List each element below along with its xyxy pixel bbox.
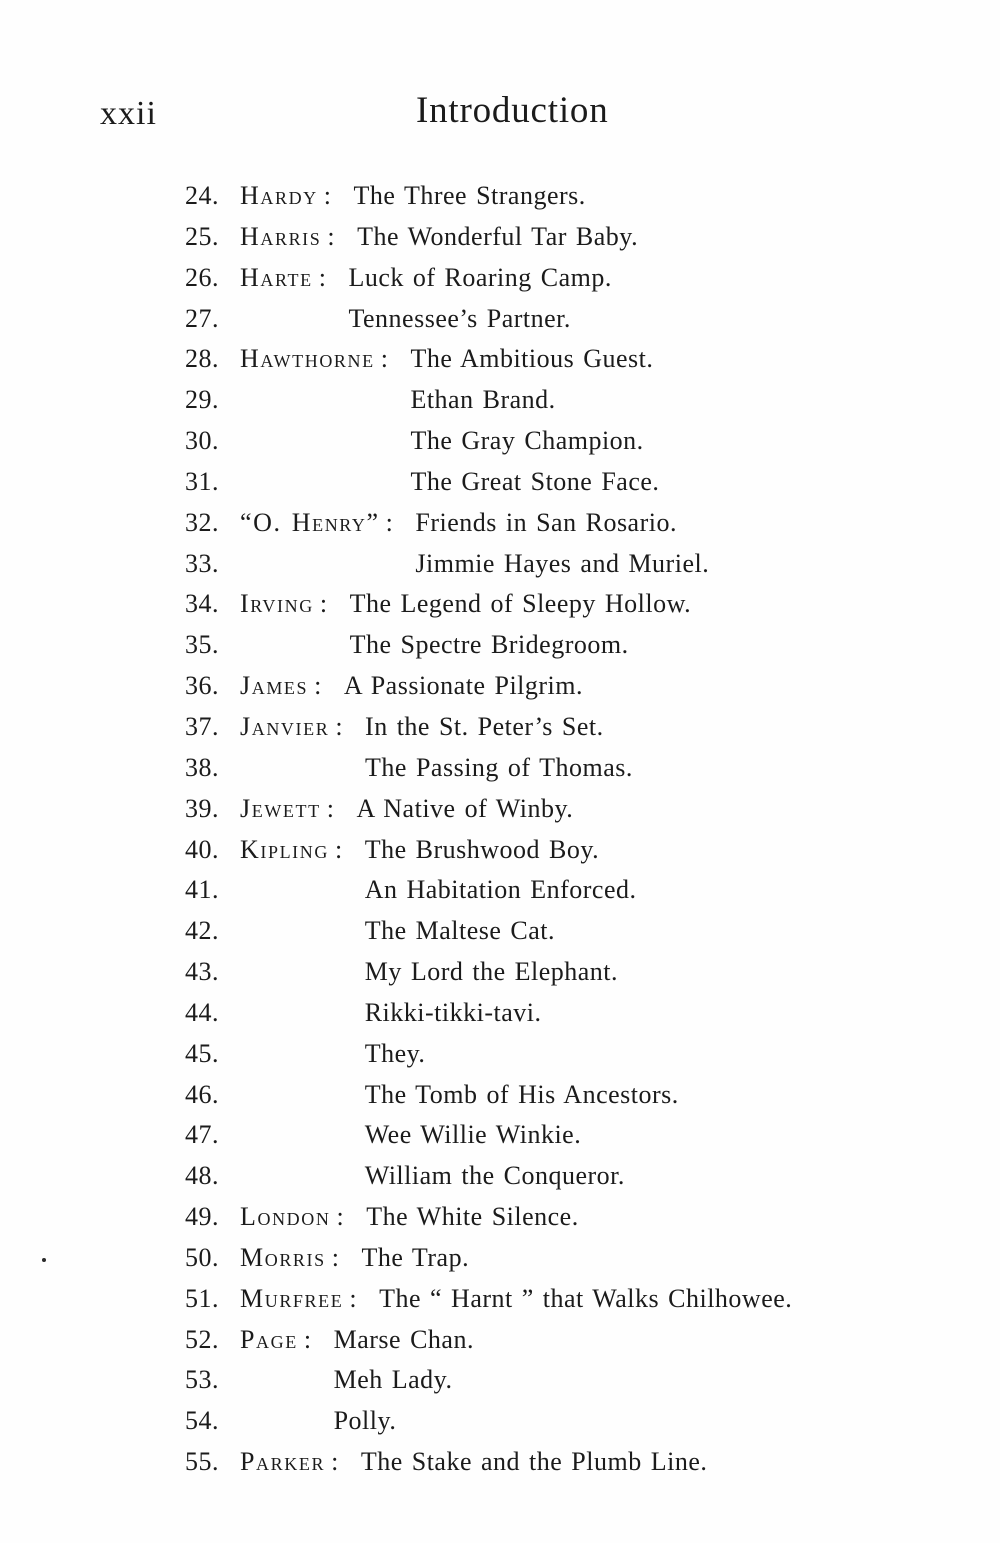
- item-author: Murfree: [240, 1283, 344, 1313]
- item-title: The Legend of Sleepy Hollow.: [349, 589, 692, 619]
- item-author: Harris: [240, 221, 322, 251]
- item-number: 30.: [185, 426, 219, 456]
- item-number: 31.: [185, 466, 219, 496]
- list-item: [185, 503, 792, 544]
- item-title: The Tomb of His Ancestors.: [364, 1079, 679, 1109]
- list-item: [185, 1115, 792, 1156]
- list-item: [185, 789, 792, 830]
- list-item: [185, 952, 792, 993]
- list-item: [185, 462, 792, 503]
- story-list: [185, 176, 792, 1483]
- item-number: 52.: [185, 1324, 219, 1354]
- list-item: [185, 258, 792, 299]
- item-title: The Stake and the Plumb Line.: [360, 1447, 708, 1477]
- item-title: They.: [364, 1038, 426, 1068]
- item-number: 26.: [185, 262, 219, 292]
- item-title: The Ambitious Guest.: [410, 344, 654, 374]
- item-title: The Three Strangers.: [353, 181, 586, 210]
- item-number: 43.: [185, 957, 219, 987]
- item-number: 46.: [185, 1079, 219, 1109]
- item-number: 28.: [185, 344, 219, 374]
- list-item: [185, 1156, 792, 1197]
- item-number: 49.: [185, 1202, 219, 1232]
- author-colon: :: [336, 1202, 345, 1232]
- author-colon: :: [331, 1447, 339, 1477]
- item-author: Hardy: [240, 181, 318, 210]
- item-author: Hawthorne: [240, 344, 375, 374]
- item-author: Harte: [240, 262, 313, 292]
- item-author: Janvier: [240, 711, 330, 741]
- item-number: 37.: [185, 711, 219, 741]
- list-item: [185, 176, 792, 217]
- list-item: [185, 666, 792, 707]
- item-number: 48.: [185, 1161, 219, 1191]
- item-title: The Gray Champion.: [410, 426, 644, 456]
- item-title: Tennessee’s Partner.: [348, 303, 571, 333]
- list-item: [185, 911, 792, 952]
- item-title: The Wonderful Tar Baby.: [357, 221, 639, 251]
- list-item: [185, 1442, 792, 1483]
- item-author: Parker: [240, 1447, 326, 1477]
- folio-page-number: xxii: [100, 95, 157, 132]
- item-number: 25.: [185, 221, 219, 251]
- item-title: An Habitation Enforced.: [364, 875, 637, 905]
- list-item: [185, 1197, 792, 1238]
- item-number: 34.: [185, 589, 219, 619]
- list-item: [185, 1075, 792, 1116]
- item-title: Polly.: [333, 1406, 397, 1436]
- item-title: Meh Lady.: [333, 1365, 453, 1395]
- list-item: [185, 544, 792, 585]
- author-colon: :: [334, 834, 343, 864]
- item-number: 54.: [185, 1406, 219, 1436]
- item-author: London: [240, 1202, 331, 1232]
- stray-ink-mark: [42, 1258, 46, 1262]
- item-title: In the St. Peter’s Set.: [365, 711, 604, 741]
- item-number: 44.: [185, 997, 219, 1027]
- item-author: Irving: [240, 589, 314, 619]
- list-item: [185, 830, 792, 871]
- author-colon: :: [385, 507, 394, 537]
- item-title: Ethan Brand.: [410, 385, 556, 415]
- item-number: 53.: [185, 1365, 219, 1395]
- item-number: 47.: [185, 1120, 219, 1150]
- item-title: William the Conqueror.: [364, 1161, 625, 1191]
- author-colon: :: [326, 793, 335, 823]
- author-colon: :: [319, 589, 328, 619]
- item-number: 40.: [185, 834, 219, 864]
- item-author: “O. Henry”: [240, 507, 380, 537]
- list-item: [185, 584, 792, 625]
- item-title: Rikki-tikki-tavi.: [364, 997, 542, 1027]
- item-title: The Brushwood Boy.: [364, 834, 600, 864]
- item-title: Jimmie Hayes and Muriel.: [415, 548, 710, 578]
- author-colon: :: [327, 221, 336, 251]
- item-number: 51.: [185, 1283, 219, 1313]
- item-author: Page: [240, 1324, 298, 1354]
- item-title: The Trap.: [361, 1242, 470, 1272]
- item-number: 36.: [185, 671, 219, 701]
- item-number: 32.: [185, 507, 219, 537]
- item-title: A Passionate Pilgrim.: [343, 671, 583, 701]
- list-item: [185, 1320, 792, 1361]
- item-title: The Maltese Cat.: [364, 916, 556, 946]
- item-number: 24.: [185, 181, 219, 210]
- list-item: [185, 217, 792, 258]
- item-number: 33.: [185, 548, 219, 578]
- item-number: 42.: [185, 916, 219, 946]
- list-item: [185, 380, 792, 421]
- item-author: James: [240, 671, 309, 701]
- author-colon: :: [323, 181, 332, 210]
- item-number: 29.: [185, 385, 219, 415]
- item-author: Morris: [240, 1242, 326, 1272]
- list-item: [185, 299, 792, 340]
- item-title: My Lord the Elephant.: [364, 957, 619, 987]
- list-item: [185, 625, 792, 666]
- item-title: The Great Stone Face.: [410, 466, 660, 496]
- list-item: [185, 707, 792, 748]
- author-colon: :: [380, 344, 389, 374]
- list-item: [185, 1360, 792, 1401]
- item-number: 50.: [185, 1242, 219, 1272]
- item-number: 35.: [185, 630, 219, 660]
- item-number: 38.: [185, 752, 219, 782]
- list-item: [185, 1279, 792, 1320]
- item-title: Friends in San Rosario.: [415, 507, 677, 537]
- list-item: [185, 748, 792, 789]
- item-number: 45.: [185, 1038, 219, 1068]
- list-item: [185, 339, 792, 380]
- list-item: [185, 421, 792, 462]
- list-item: [185, 1034, 792, 1075]
- item-title: A Native of Winby.: [356, 793, 574, 823]
- item-title: Wee Willie Winkie.: [364, 1120, 582, 1150]
- author-colon: :: [331, 1242, 340, 1272]
- item-author: Jewett: [240, 793, 321, 823]
- item-title: Marse Chan.: [333, 1324, 474, 1354]
- author-colon: :: [349, 1283, 358, 1313]
- item-number: 39.: [185, 793, 219, 823]
- item-number: 27.: [185, 303, 219, 333]
- list-item: [185, 993, 792, 1034]
- author-colon: :: [335, 711, 344, 741]
- item-title: The Spectre Bridegroom.: [349, 630, 629, 660]
- list-item: [185, 870, 792, 911]
- item-author: Kipling: [240, 834, 329, 864]
- author-colon: :: [314, 671, 322, 701]
- item-title: The Passing of Thomas.: [365, 752, 633, 782]
- author-colon: :: [318, 262, 327, 292]
- item-title: The White Silence.: [366, 1202, 579, 1232]
- running-title: Introduction: [416, 90, 609, 131]
- item-number: 41.: [185, 875, 219, 905]
- list-item: [185, 1238, 792, 1279]
- item-title: Luck of Roaring Camp.: [348, 262, 612, 292]
- list-item: [185, 1401, 792, 1442]
- item-number: 55.: [185, 1447, 219, 1477]
- item-title: The “ Harnt ” that Walks Chilhowee.: [379, 1283, 793, 1313]
- author-colon: :: [303, 1324, 312, 1354]
